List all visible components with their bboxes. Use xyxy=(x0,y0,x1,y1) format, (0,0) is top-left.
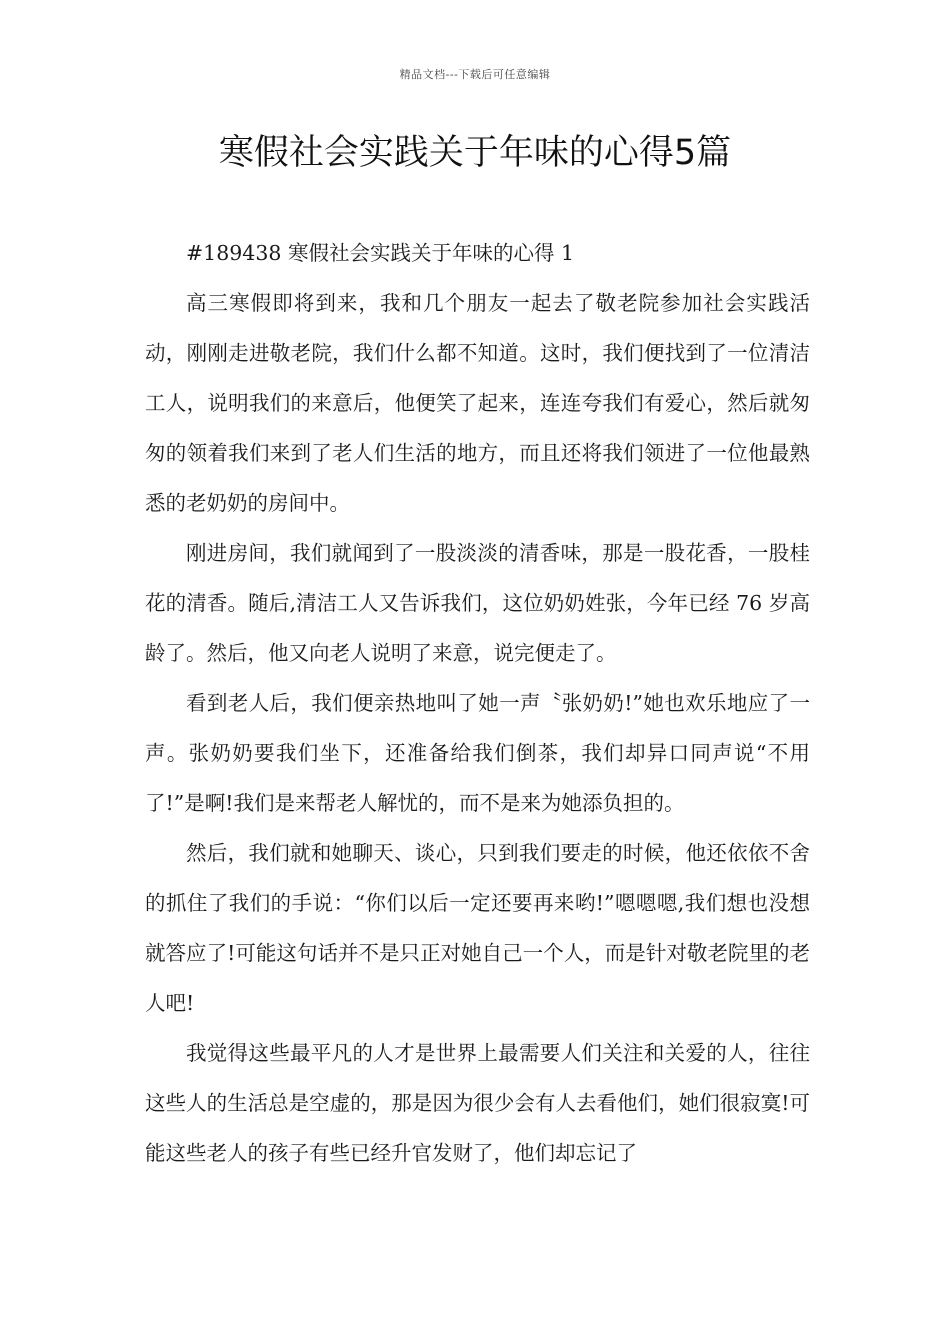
page-title: 寒假社会实践关于年味的心得5篇 xyxy=(218,133,732,173)
paragraph: 刚进房间，我们就闻到了一股淡淡的清香味，那是一股花香，一股桂花的清香。随后,清洁工人又告诉我们，这位奶奶姓张，今年已经 76 岁高龄了。然后，他又向老人说明了来意，说完便走了。 xyxy=(145,541,810,665)
document-body xyxy=(145,228,810,1178)
paragraph: 高三寒假即将到来，我和几个朋友一起去了敬老院参加社会实践活动，刚刚走进敬老院，我们什么都不知道。这时，我们便找到了一位清洁工人，说明我们的来意后，他便笑了起来，连连夸我们有爱心，然后就匆匆的领着我们来到了老人们生活的地方，而且还将我们领进了一位他最熟悉的老奶奶的房间中。 xyxy=(145,291,810,515)
paragraph: 看到老人后，我们便亲热地叫了她一声〝张奶奶!”她也欢乐地应了一声。张奶奶要我们坐下，还准备给我们倒茶，我们却异口同声说“不用了!”是啊!我们是来帮老人解忧的，而不是来为她添负担的。 xyxy=(145,691,810,815)
header-note: 精品文档---下载后可任意编辑 xyxy=(399,68,551,81)
section-heading: #189438 寒假社会实践关于年味的心得 1 xyxy=(186,241,575,265)
paragraph: 然后，我们就和她聊天、谈心，只到我们要走的时候，他还依依不舍的抓住了我们的手说：“你们以后一定还要再来哟!”嗯嗯嗯,我们想也没想就答应了!可能这句话并不是只正对她自己一个人，而是针对敬老院里的老人吧! xyxy=(145,841,810,1015)
paragraph: 我觉得这些最平凡的人才是世界上最需要人们关注和关爱的人，往往这些人的生活总是空虚的，那是因为很少会有人去看他们，她们很寂寞!可能这些老人的孩子有些已经升官发财了，他们却忘记了 xyxy=(145,1041,810,1165)
